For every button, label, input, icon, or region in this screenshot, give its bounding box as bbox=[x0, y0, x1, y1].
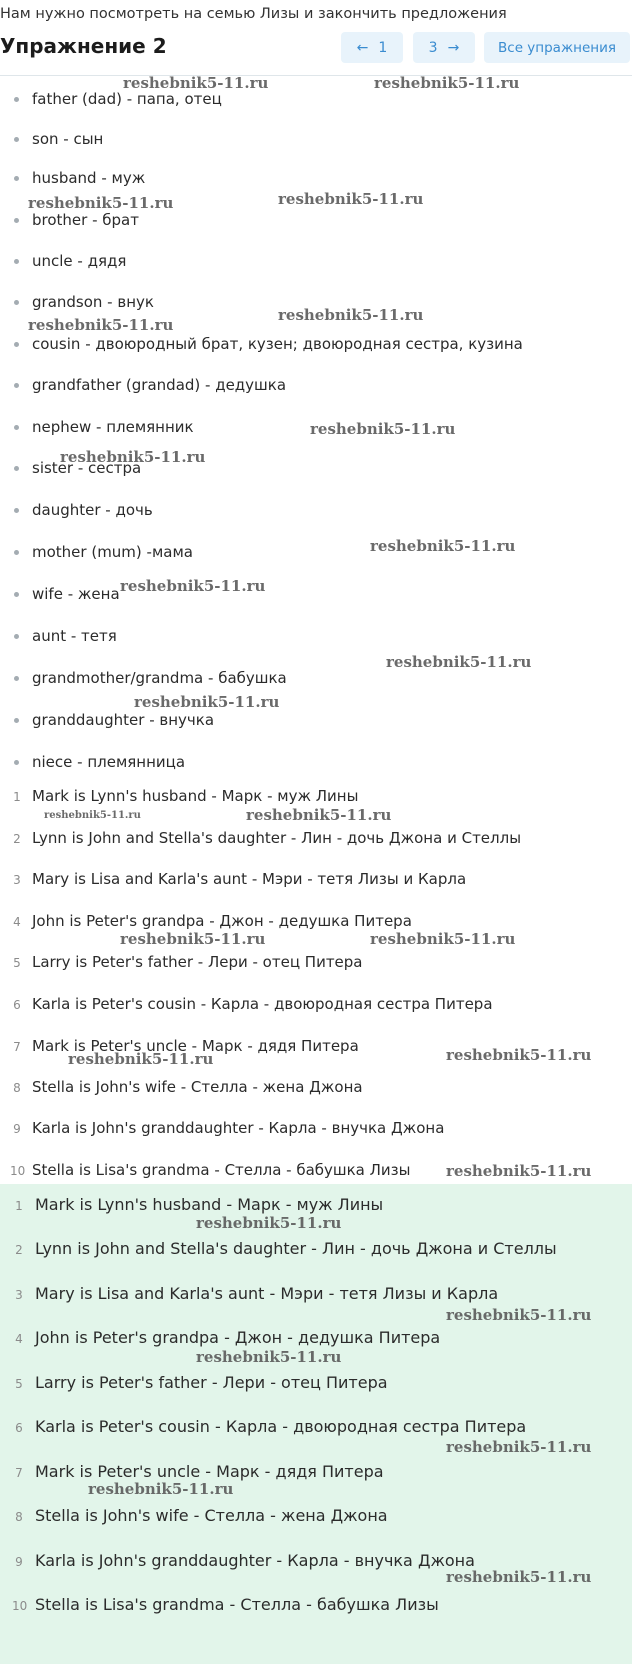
item-text: Stella is John's wife - Стелла - жена Джона bbox=[32, 1078, 363, 1096]
list-item-text: cousin - двоюродный брат, кузен; двоюродная сестра, кузина bbox=[32, 335, 523, 353]
bullet bbox=[14, 550, 19, 555]
bullet bbox=[14, 97, 19, 102]
watermark: reshebnik5-11.ru bbox=[123, 74, 269, 92]
watermark: reshebnik5-11.ru bbox=[446, 1568, 592, 1586]
list-item-text: sister - сестра bbox=[32, 459, 142, 477]
header-divider bbox=[0, 75, 632, 76]
watermark: reshebnik5-11.ru bbox=[446, 1438, 592, 1456]
bullet bbox=[14, 508, 19, 513]
item-number: 3 bbox=[15, 1288, 23, 1302]
watermark: reshebnik5-11.ru bbox=[310, 420, 456, 438]
all-exercises-button[interactable]: Все упражнения bbox=[484, 32, 630, 63]
list-item-text: grandmother/grandma - бабушка bbox=[32, 669, 287, 687]
list-item-text: wife - жена bbox=[32, 585, 120, 603]
prev-exercise-label: 1 bbox=[378, 39, 388, 56]
item-number: 10 bbox=[10, 1164, 26, 1178]
bullet bbox=[14, 676, 19, 681]
list-item-text: mother (mum) -мама bbox=[32, 543, 193, 561]
watermark: reshebnik5-11.ru bbox=[386, 653, 532, 671]
bullet bbox=[14, 383, 19, 388]
item-text: Karla is John's granddaughter - Карла - внучка Джона bbox=[32, 1119, 445, 1137]
bullet bbox=[14, 592, 19, 597]
watermark: reshebnik5-11.ru bbox=[28, 194, 174, 212]
item-text: Mary is Lisa and Karla's aunt - Мэри - тетя Лизы и Карла bbox=[35, 1284, 499, 1303]
list-item-text: brother - брат bbox=[32, 211, 139, 229]
page-title: Упражнение 2 bbox=[0, 34, 167, 58]
watermark: reshebnik5-11.ru bbox=[370, 930, 516, 948]
list-item-text: aunt - тетя bbox=[32, 627, 117, 645]
bullet bbox=[14, 634, 19, 639]
list-item-text: uncle - дядя bbox=[32, 252, 127, 270]
watermark: reshebnik5-11.ru bbox=[134, 693, 280, 711]
list-item-text: granddaughter - внучка bbox=[32, 711, 215, 729]
list-item-text: niece - племянница bbox=[32, 753, 186, 771]
item-number: 7 bbox=[15, 1466, 23, 1480]
bullet bbox=[14, 718, 19, 723]
item-text: Karla is Peter's cousin - Карла - двоюродная сестра Питера bbox=[32, 995, 493, 1013]
list-item-text: son - сын bbox=[32, 130, 104, 148]
arrow-right-icon: → bbox=[447, 39, 460, 56]
bullet bbox=[14, 218, 19, 223]
item-text: Stella is Lisa's grandma - Стелла - бабушка Лизы bbox=[35, 1595, 439, 1614]
item-text: Larry is Peter's father - Лери - отец Питера bbox=[35, 1373, 388, 1392]
watermark: reshebnik5-11.ru bbox=[196, 1214, 342, 1232]
item-number: 1 bbox=[13, 790, 21, 804]
item-text: Stella is Lisa's grandma - Стелла - бабушка Лизы bbox=[32, 1161, 411, 1179]
item-text: John is Peter's grandpa - Джон - дедушка Питера bbox=[35, 1328, 441, 1347]
item-text: Mark is Peter's uncle - Марк - дядя Питера bbox=[35, 1462, 384, 1481]
next-exercise-label: 3 bbox=[428, 39, 438, 56]
list-item-text: husband - муж bbox=[32, 169, 146, 187]
list-item-text: grandfather (grandad) - дедушка bbox=[32, 376, 287, 394]
bullet bbox=[14, 137, 19, 142]
exercise-subtitle: Нам нужно посмотреть на семью Лизы и закончить предложения bbox=[0, 6, 507, 22]
watermark: reshebnik5-11.ru bbox=[370, 537, 516, 555]
answer-block bbox=[0, 1184, 632, 1664]
item-text: Stella is John's wife - Стелла - жена Джона bbox=[35, 1506, 388, 1525]
watermark: reshebnik5-11.ru bbox=[278, 190, 424, 208]
list-item-text: grandson - внук bbox=[32, 293, 154, 311]
watermark: reshebnik5-11.ru bbox=[374, 74, 520, 92]
item-number: 2 bbox=[13, 832, 21, 846]
item-number: 1 bbox=[15, 1199, 23, 1213]
prev-exercise-button[interactable] bbox=[341, 32, 403, 63]
item-text: Mark is Lynn's husband - Марк - муж Лины bbox=[32, 787, 359, 805]
item-number: 5 bbox=[13, 956, 21, 970]
item-number: 6 bbox=[15, 1421, 23, 1435]
bullet bbox=[14, 425, 19, 430]
watermark: reshebnik5-11.ru bbox=[68, 1050, 214, 1068]
watermark: reshebnik5-11.ru bbox=[120, 577, 266, 595]
item-text: Mark is Peter's uncle - Марк - дядя Питера bbox=[32, 1037, 359, 1055]
item-number: 9 bbox=[15, 1555, 23, 1569]
watermark: reshebnik5-11.ru bbox=[28, 316, 174, 334]
item-text: Karla is Peter's cousin - Карла - двоюродная сестра Питера bbox=[35, 1417, 527, 1436]
item-number: 5 bbox=[15, 1377, 23, 1391]
item-number: 9 bbox=[13, 1122, 21, 1136]
watermark: reshebnik5-11.ru bbox=[446, 1306, 592, 1324]
item-text: John is Peter's grandpa - Джон - дедушка Питера bbox=[32, 912, 412, 930]
list-item-text: daughter - дочь bbox=[32, 501, 153, 519]
item-text: Lynn is John and Stella's daughter - Лин - дочь Джона и Стеллы bbox=[32, 829, 522, 847]
watermark: reshebnik5-11.ru bbox=[196, 1348, 342, 1366]
arrow-left-icon: ← bbox=[356, 39, 369, 56]
item-number: 4 bbox=[15, 1332, 23, 1346]
bullet bbox=[14, 466, 19, 471]
next-exercise-button[interactable] bbox=[413, 32, 475, 63]
watermark: reshebnik5-11.ru bbox=[88, 1480, 234, 1498]
item-text: Lynn is John and Stella's daughter - Лин - дочь Джона и Стеллы bbox=[35, 1239, 557, 1258]
bullet bbox=[14, 760, 19, 765]
list-item-text: father (dad) - папа, отец bbox=[32, 90, 222, 108]
item-text: Mark is Lynn's husband - Марк - муж Лины bbox=[35, 1195, 384, 1214]
list-item-text: nephew - племянник bbox=[32, 418, 194, 436]
item-text: Mary is Lisa and Karla's aunt - Мэри - тетя Лизы и Карла bbox=[32, 870, 467, 888]
item-number: 3 bbox=[13, 873, 21, 887]
item-number: 7 bbox=[13, 1040, 21, 1054]
watermark: reshebnik5-11.ru bbox=[278, 306, 424, 324]
bullet bbox=[14, 342, 19, 347]
item-number: 8 bbox=[15, 1510, 23, 1524]
bullet bbox=[14, 176, 19, 181]
item-number: 4 bbox=[13, 915, 21, 929]
item-text: Karla is John's granddaughter - Карла - внучка Джона bbox=[35, 1551, 475, 1570]
item-number: 2 bbox=[15, 1243, 23, 1257]
bullet bbox=[14, 259, 19, 264]
watermark: reshebnik5-11.ru bbox=[44, 810, 141, 821]
watermark: reshebnik5-11.ru bbox=[446, 1162, 592, 1180]
bullet bbox=[14, 300, 19, 305]
item-number: 10 bbox=[12, 1599, 28, 1613]
watermark: reshebnik5-11.ru bbox=[120, 930, 266, 948]
item-number: 8 bbox=[13, 1081, 21, 1095]
watermark: reshebnik5-11.ru bbox=[60, 448, 206, 466]
item-number: 6 bbox=[13, 998, 21, 1012]
item-text: Larry is Peter's father - Лери - отец Питера bbox=[32, 953, 363, 971]
watermark: reshebnik5-11.ru bbox=[246, 806, 392, 824]
watermark: reshebnik5-11.ru bbox=[446, 1046, 592, 1064]
